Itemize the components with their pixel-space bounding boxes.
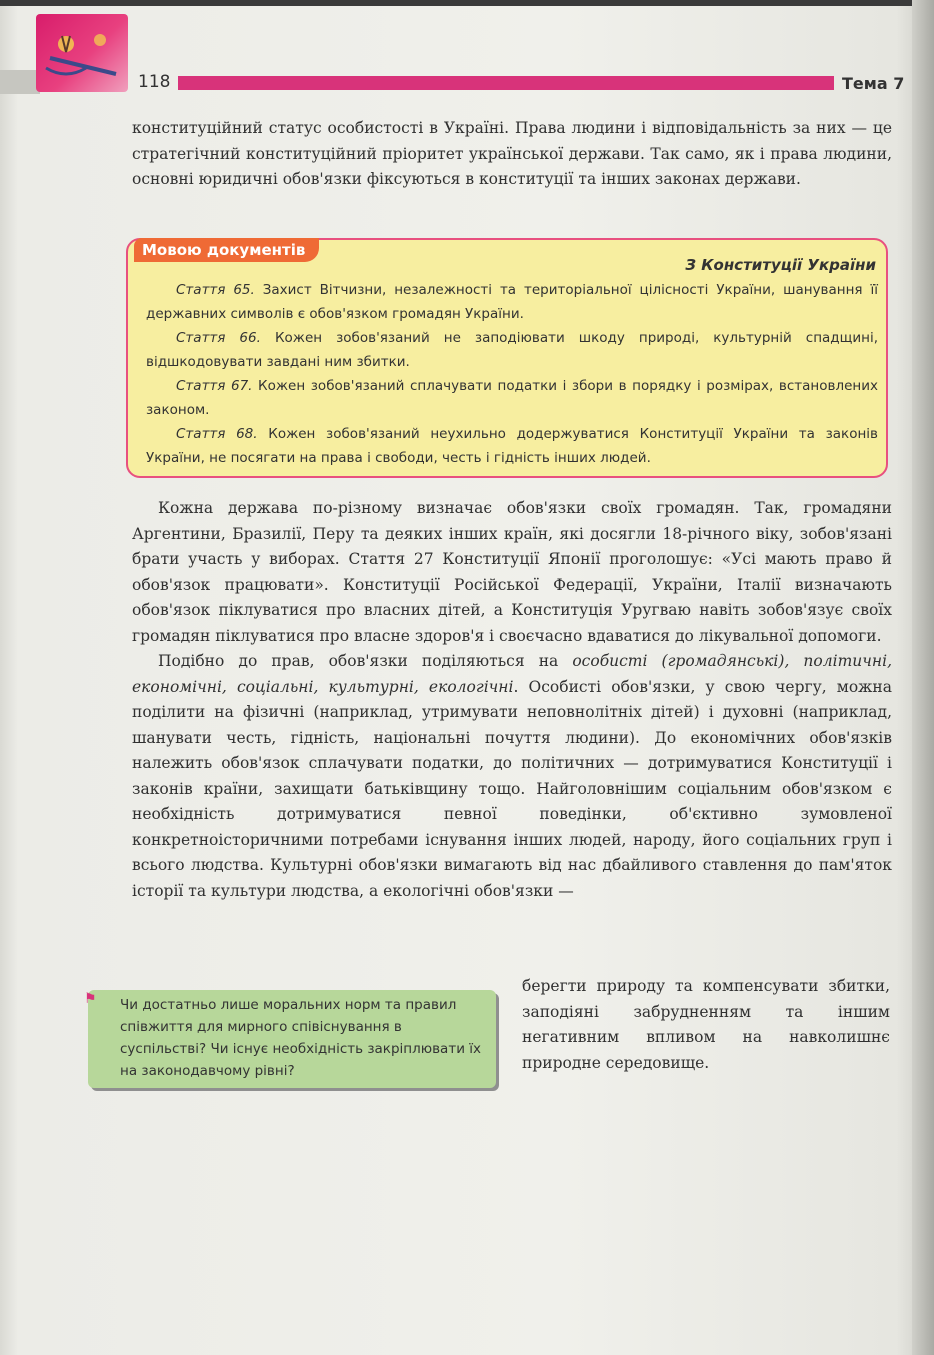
intro-text: конституційний статус особистості в Україні. Права людини і відповідальність за них — це стратегічний конституційний пріоритет української держави. Так само, як і права людини, основні юридичні обов'язки фіксуються в конституції та інших законах держави. bbox=[132, 119, 892, 188]
paragraph-duties-by-country: Кожна держава по-різному визначає обов'язки своїх громадян. Так, громадяни Аргентини, Бразилії, Перу та деяких інших країн, які досягли 18-річного віку, зобов'язані брати участь у виборах. Стаття 27 Конституції Японії проголошує: «Усі мають право й обов'язок працювати». Конституції Російської Федерації, України, Італії визначають обов'язок піклуватися про власних дітей, а Конституція Уругваю навіть зобов'язує своїх громадян піклуватися про власне здоров'я і своєчасно вдаватися до лікувальної допомоги. bbox=[132, 499, 892, 645]
article-text: Захист Вітчизни, незалежності та територіальної цілісності України, шанування її державних символів є обов'язком громадян України. bbox=[146, 282, 878, 322]
paragraph-duty-types bbox=[132, 649, 892, 904]
topic-label: Тема 7 bbox=[842, 74, 905, 93]
article-item bbox=[146, 326, 878, 374]
main-text bbox=[132, 496, 892, 904]
top-edge bbox=[0, 0, 934, 6]
pin-icon: ⚑ bbox=[84, 991, 97, 1007]
article-number: Стаття 65. bbox=[176, 282, 255, 298]
article-text: Кожен зобов'язаний не заподіювати шкоду природі, культурній спадщині, відшкодовувати завдані ним збитки. bbox=[146, 330, 878, 370]
corner-decoration bbox=[36, 14, 128, 92]
paragraph-tail: берегти природу та компенсувати збитки, заподіяні забрудненням та іншим негативним впливом на навколишнє природне середовище. bbox=[522, 977, 890, 1072]
duty-categories: особисті (громадянські), політичні, економічні, соціальні, культурні, екологічні bbox=[132, 652, 892, 696]
header-bar bbox=[178, 76, 834, 90]
article-item bbox=[146, 278, 878, 326]
page-edge-shadow bbox=[912, 0, 934, 1355]
intro-paragraph bbox=[132, 116, 892, 193]
article-item bbox=[146, 374, 878, 422]
left-strip bbox=[0, 70, 40, 94]
article-item bbox=[146, 422, 878, 470]
question-box bbox=[84, 990, 496, 1088]
article-number: Стаття 67. bbox=[176, 378, 253, 394]
article-text: Кожен зобов'язаний неухильно додержуватися Конституції України та законів України, не посягати на права і свободи, честь і гідність інших людей. bbox=[146, 426, 878, 466]
scales-icon bbox=[36, 14, 128, 92]
paragraph-body: . Особисті обов'язки, у свою чергу, можна поділити на фізичні (наприклад, утримувати неповнолітніх дітей) і духовні (наприклад, шанувати честь, гідність, національні почуття людини). До економічних обов'язків належить обов'язок сплачувати податки, до політичних — дотримуватися Конституції і законів країни, захищати батьківщину тощо. Найголовнішим соціальним обов'язком є необхідність дотримуватися певної поведінки, об'єктивно зумовленої конкретноісторичними потребами існування інших людей, народу, його соціальних груп і всього людства. Культурні обов'язки вимагають від нас дбайливого ставлення до пам'яток історії та культури людства, а екологічні обов'язки — bbox=[132, 677, 892, 900]
article-text: Кожен зобов'язаний сплачувати податки і збори в порядку і розмірах, встановлених законом. bbox=[146, 378, 878, 418]
article-number: Стаття 68. bbox=[176, 426, 258, 442]
page-number: 118 bbox=[138, 72, 171, 92]
documents-source: З Конституції України bbox=[685, 256, 876, 274]
documents-box bbox=[126, 238, 888, 478]
question-text: Чи достатньо лише моральних норм та правил співжиття для мирного співіснування в суспільстві? Чи існує необхідність закріплювати їх на законодавчому рівні? bbox=[120, 997, 481, 1079]
documents-tag: Мовою документів bbox=[134, 238, 319, 262]
article-number: Стаття 66. bbox=[176, 330, 261, 346]
articles-list bbox=[146, 278, 878, 470]
paragraph-lead: Подібно до прав, обов'язки поділяються на bbox=[158, 652, 559, 670]
